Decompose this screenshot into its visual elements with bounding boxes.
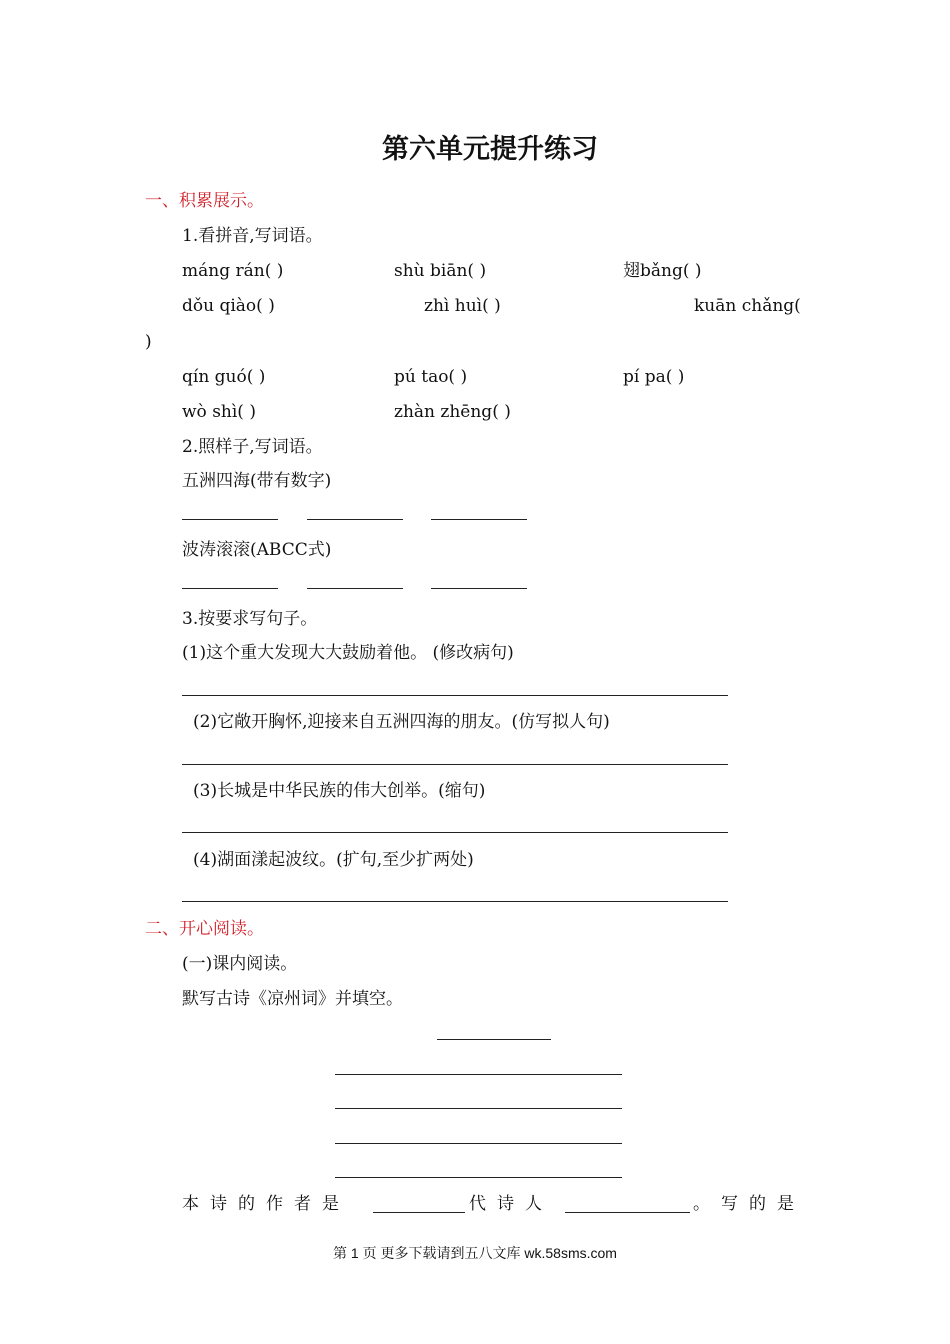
pinyin-item: wò shì( ) — [182, 402, 256, 422]
pinyin-item: shù biān( ) — [394, 261, 487, 281]
answer-blank[interactable] — [182, 588, 278, 589]
question-2-label: 2.照样子,写词语。 — [182, 437, 323, 457]
poem-line-blank[interactable] — [335, 1177, 622, 1178]
pinyin-item: zhàn zhēng( ) — [394, 402, 511, 422]
answer-line[interactable] — [182, 764, 728, 765]
pinyin-item: qín guó( ) — [182, 367, 266, 387]
answer-blank[interactable] — [431, 519, 527, 520]
sample-word-2: 波涛滚滚(ABCC式) — [182, 540, 332, 560]
dynasty-blank[interactable] — [373, 1212, 465, 1213]
question-1-label: 1.看拼音,写词语。 — [182, 226, 323, 246]
pinyin-item: kuān chǎng( — [694, 296, 801, 316]
sentence-task: (3)长城是中华民族的伟大创举。(缩句) — [193, 781, 486, 801]
question-3-label: 3.按要求写句子。 — [182, 609, 318, 629]
pinyin-item: dǒu qiào( ) — [182, 296, 275, 316]
pinyin-item: 翅bǎng( ) — [623, 261, 702, 281]
reading-subheading: (一)课内阅读。 — [182, 954, 298, 974]
poem-title-blank[interactable] — [437, 1039, 551, 1040]
section-heading-2: 二、开心阅读。 — [145, 919, 264, 939]
poem-line-blank[interactable] — [335, 1074, 622, 1075]
author-prompt: 本诗的作者是 — [182, 1194, 350, 1214]
sentence-task: (2)它敞开胸怀,迎接来自五洲四海的朋友。(仿写拟人句) — [193, 712, 610, 732]
sentence-task: (1)这个重大发现大大鼓励着他。 (修改病句) — [182, 643, 514, 663]
pinyin-item: zhì huì( ) — [424, 296, 501, 316]
page-title: 第六单元提升练习 — [382, 134, 598, 165]
pinyin-item: pí pa( ) — [623, 367, 685, 387]
poem-line-blank[interactable] — [335, 1108, 622, 1109]
answer-line[interactable] — [182, 901, 728, 902]
answer-line[interactable] — [182, 695, 728, 696]
answer-line[interactable] — [182, 832, 728, 833]
poem-line-blank[interactable] — [335, 1143, 622, 1144]
author-prompt: 代诗人 — [469, 1194, 553, 1214]
reading-instruction: 默写古诗《凉州词》并填空。 — [182, 989, 403, 1009]
answer-blank[interactable] — [182, 519, 278, 520]
poet-blank[interactable] — [565, 1212, 690, 1213]
pinyin-item: máng rán( ) — [182, 261, 284, 281]
pinyin-wrap: ) — [145, 332, 152, 352]
page-footer: 第 1 页 更多下载请到五八文库 wk.58sms.com — [333, 1245, 617, 1261]
sample-word-1: 五洲四海(带有数字) — [182, 471, 332, 491]
sentence-task: (4)湖面漾起波纹。(扩句,至少扩两处) — [193, 850, 474, 870]
answer-blank[interactable] — [431, 588, 527, 589]
author-prompt: 。写的是 — [693, 1194, 805, 1214]
pinyin-item: pú tao( ) — [394, 367, 468, 387]
answer-blank[interactable] — [307, 588, 403, 589]
answer-blank[interactable] — [307, 519, 403, 520]
section-heading-1: 一、积累展示。 — [145, 191, 264, 211]
